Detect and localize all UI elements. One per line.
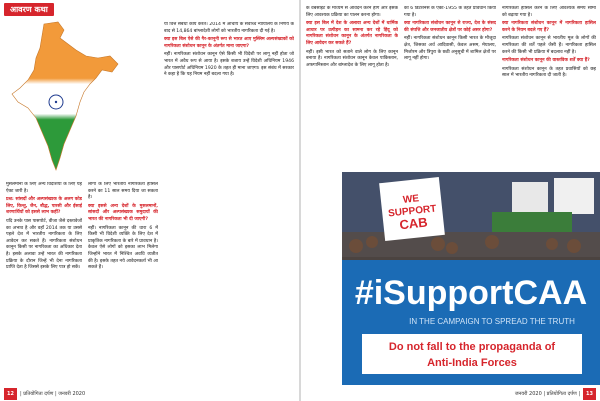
right-c3-p1: नागरिकता हासिल करने के लिए आवश्यक समय सीमा को बढ़ाया गया है। [502,6,596,18]
right-footer-text: जनवरी 2020 | प्रतियोगिता दर्पण | [514,391,581,397]
right-c3-p2: नागरिकता संशोधन कानून से भारतीय मूल के लोगों की नागरिकता की शर्तें पहले जैसी हैं। नागरिकता हासिल करने की किसी भी प्रक्रिया में बदलाव नहीं है। [502,36,596,55]
section-tag: आवरण कथा [4,3,54,16]
left-c3-q1: क्या इस बिल ऐसे की गैर-कानूनी रूप से भारत आए मुस्लिम अल्पसंख्यकों को नागरिकता संशोधन कानून के अंतर्गत माना जाएगा? [164,37,294,49]
left-footer-text: | प्रतियोगिता दर्पण | जनवरी 2020 [19,391,86,397]
right-c1-q1: क्या इस बिल में देश के अलावा अन्य देशों में धार्मिक आधार पर उत्पीड़न का सामना कर रहे हिंदू को नागरिकता संशोधन कानून के अंतर्गत नागरिकता के लिए आवेदन कर सकते हैं? [306,21,398,46]
left-c3-p1: या वित्त संबंधी कार्य करते। 2014 में आचार्य के सर्वोच्च न्यायालय के निर्णय के बाद से 14,864 बांग्लादेशी लोगों को भारतीय नागरिकता दी गई है। [164,22,294,34]
left-page-number: 12 [4,388,17,400]
india-map-image [6,20,123,180]
right-c2-p2: नहीं। नागरिकता संशोधन कानून किसी भारत के मौजूदा क्षेत्र, जिसका अर्थ आदिवासी, केवल असम, मेघालय, मिजोरम और त्रिपुरा के छठी अनुसूची में शामिल क्षेत्रों पर लागू नहीं होगा। [404,36,496,62]
right-footer [515,388,596,400]
right-col-4 [306,176,338,386]
left-col-1 [6,182,82,386]
right-page-number: 13 [583,388,596,400]
left-col-3 [164,22,294,386]
left-c2-q1: क्या इससे अन्य देशों के मुसलमानों, सांसदों और अल्पसंख्यक समुदायों की भारत की नागरिकता भी दी जाएगी? [88,203,158,222]
svg-text:Anti-India Forces: Anti-India Forces [427,357,517,369]
left-footer [4,388,85,400]
page-gutter [299,0,301,401]
right-c3-q1: क्या नागरिकता संशोधन कानून में नागरिकता हासिल करने के नियम बदले गए हैं? [502,21,596,33]
left-c2-p1: लोगों के लिए भारतीय नागरिकता हासिल करने का 11 साल समय दिया जा सकता है। [88,182,158,201]
svg-text:#iSupportCAA: #iSupportCAA [354,274,588,312]
rally-photo-image [342,172,600,385]
india-outline [12,22,118,170]
svg-text:IN THE CAMPAIGN TO SPREAD THE: IN THE CAMPAIGN TO SPREAD THE TRUTH [409,317,575,326]
svg-text:CAB: CAB [398,214,429,233]
svg-text:WE: WE [402,193,420,206]
sign-isupportcaa [342,260,600,385]
left-c1-p2: यदि उनके पास पासपोर्ट, वीजा जैसे दस्तावेजों का अभाव है और वहाँ 2014 तक या उससे पहले देश में भारतीय नागरिकता के लिए आवेदन कर सकते हैं। नागरिकता संशोधन कानून किसी पर नागरिकता का अधिकार देता है। इसके अलावा उन्हें भारत की नागरिकता प्रक्रिया के दौरान जिन्हें भी देना नागरिकता प्राप्ति देता है जिससे इसके लिए पात्र हो सकें। [6,218,82,271]
left-c2-p2: नहीं। नागरिकता कानून की धारा 6 में किसी भी विदेशी व्यक्ति के लिए देश में प्राकृतिक नागरिकता के बारे में प्रावधान है। केवल ऐसे लोगों को इसका लाभ मिलेगा जिन्होंने भारत में निश्चित अवधि व्यतीत की है। इसके तहत नये आवेदनकर्ता भी आ सकते हैं। [88,225,158,271]
svg-text:SUPPORT: SUPPORT [387,203,437,220]
sign-we-support-cab [379,177,445,241]
right-c1-p1: के वेबसाइट के माध्यम से आवेदन करने होंगे और इसके लिए आवश्यक प्रक्रिया का पालन करना होगा। [306,6,398,18]
left-c1-q1: प्रश्न: सांसदों और अल्पसंख्यक के अलग कोड लिए, किन्तु, जैन, बौद्ध, पारसी और ईसाई शरणार्थियों को इससे लाभ कहीं? [6,197,82,216]
right-col-3 [502,6,596,170]
svg-text:Do not fall to the propaganda: Do not fall to the propaganda of [388,341,556,353]
right-col-2 [404,6,496,170]
left-c1-p1: मुसलमानों के लिए अन्य विदेशियों के लिए यह ऐक्ट जारी है। [6,182,82,194]
left-col-2 [88,182,158,386]
right-c2-q1: क्या नागरिकता संशोधन कानून से राज्य, देश के संसद की संपत्ति और जनजातीय क्षेत्रों पर कोई असर होगा? [404,21,496,33]
right-c3-q2: नागरिकता संशोधन कानून की वास्तविक शर्तें क्या हैं? [502,58,590,64]
right-c1-p2: नहीं। इसी भारत को सताने वाले लोग के लिए कानून बनाया है। नागरिकता संशोधन कानून केवल पाकिस्तान, अफगानिस्तान और बांग्लादेश के लिए लागू होता है। [306,49,398,68]
right-col-1 [306,6,398,170]
left-c3-p2: नहीं। नागरिकता संशोधन कानून ऐसे किसी भी विदेशी पर लागू नहीं होता जो भारत में अवैध रूप से आया है। इसके बजाय उन्हें विदेशी अधिनियम 1946 और पासपोर्ट अधिनियम 1920 के तहत ही माना जाएगा। इस संबंध में सरकार ने कहा है कि यह नियम नहीं बदला गया है। [164,52,294,78]
right-c3-p3: नागरिकता संशोधन कानून के तहत प्रवासियों को छह साल में भारतीय नागरिकता दी जाती है। [502,66,596,79]
right-c2-p1: को 6 डिटेंशनर्स के एक्ट-1955 के तहत प्रावधान किया गया है। [404,6,496,18]
